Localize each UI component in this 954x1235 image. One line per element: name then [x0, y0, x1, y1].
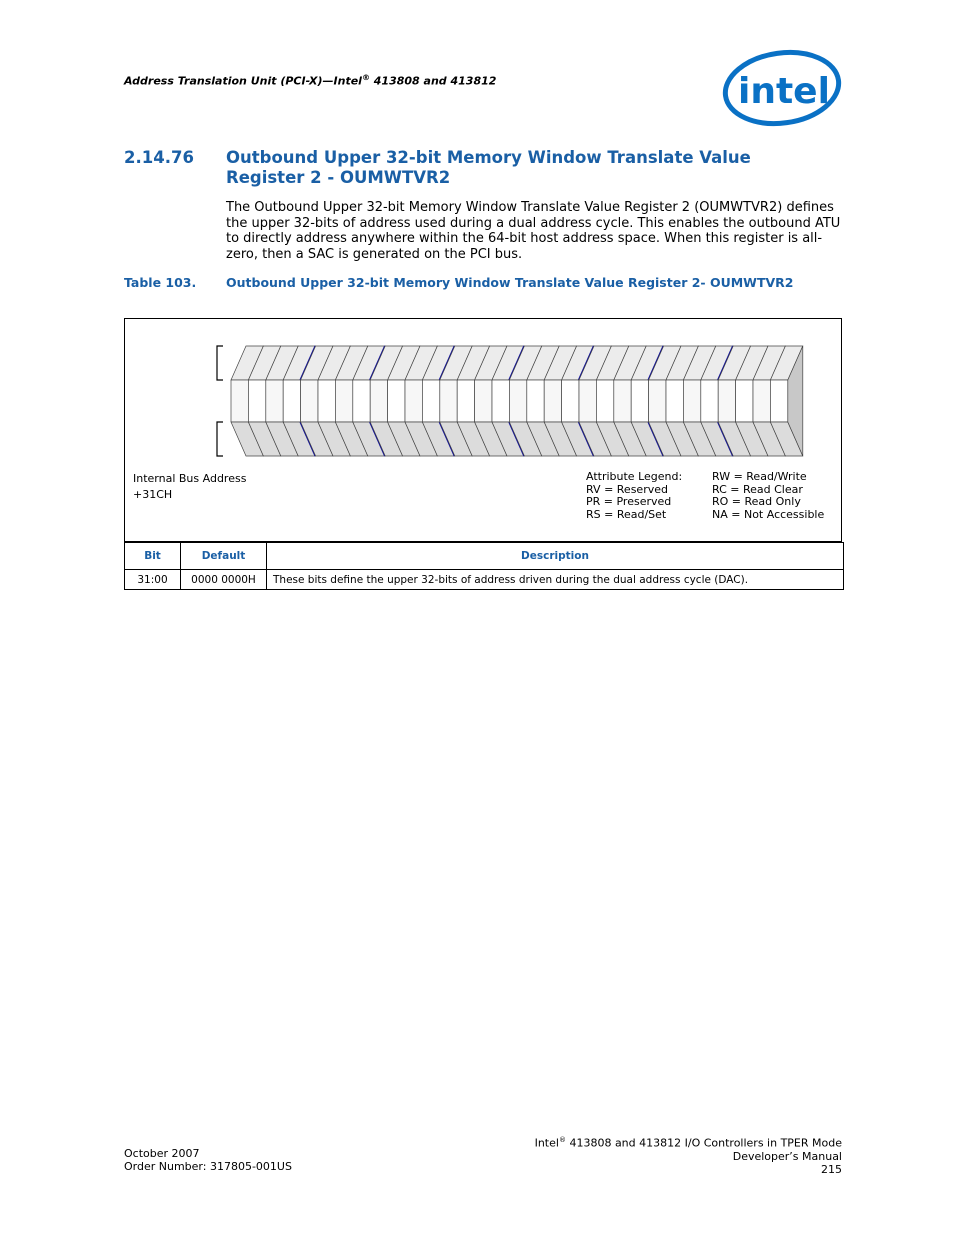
- footer-right: [535, 1134, 842, 1176]
- bit-cell: [527, 380, 544, 422]
- bit-cell: [492, 380, 509, 422]
- bit-cell: [666, 380, 683, 422]
- table-header-row: [125, 543, 844, 570]
- table-number: Table 103.: [124, 275, 197, 290]
- bit-cell: [266, 380, 283, 422]
- bus-address-label: Internal Bus Address +31CH: [133, 472, 247, 501]
- bit-cell: [631, 380, 648, 422]
- bit-cell: [579, 380, 596, 422]
- bit-cell: [683, 380, 700, 422]
- bit-cell: [388, 380, 405, 422]
- running-header: Address Translation Unit (PCI-X)—Intel® 413808 and 413812: [124, 73, 497, 88]
- bit-cell: [248, 380, 265, 422]
- footer-left: [124, 1147, 292, 1173]
- bit-cell: [718, 380, 735, 422]
- bit-cell: [353, 380, 370, 422]
- bit-cell: [701, 380, 718, 422]
- page-number: 215: [821, 1162, 842, 1176]
- bracket-bottom: [217, 422, 223, 456]
- bit-cell: [231, 380, 248, 422]
- bit-cell: [440, 380, 457, 422]
- bit-cell: [770, 380, 787, 422]
- register-diagram: [124, 318, 842, 542]
- header-bit: Bit: [125, 543, 181, 570]
- bit-cell: [596, 380, 613, 422]
- bit-cell: [283, 380, 300, 422]
- attribute-legend: Attribute Legend: RW = Read/Write RV = Reserved RC = Read Clear PR = Preserved RO = Read Only RS = Read/Set NA = Not Accessible: [586, 470, 825, 521]
- bit-cell: [301, 380, 318, 422]
- bit-cell: [736, 380, 753, 422]
- bit-cell: [562, 380, 579, 422]
- table-row: [125, 570, 844, 590]
- svg-text:intel: intel: [738, 71, 830, 112]
- bit-cell: [753, 380, 770, 422]
- bit-cell: [405, 380, 422, 422]
- bit-cell: [370, 380, 387, 422]
- bit-cell: [614, 380, 631, 422]
- bit-cell: [318, 380, 335, 422]
- table-title: Outbound Upper 32-bit Memory Window Translate Value Register 2- OUMWTVR2: [226, 275, 794, 290]
- cell-bit: 31:00: [125, 570, 181, 590]
- section-title: Outbound Upper 32-bit Memory Window Translate Value Register 2 - OUMWTVR2: [226, 148, 751, 187]
- section-number: 2.14.76: [124, 148, 194, 167]
- section-paragraph: The Outbound Upper 32-bit Memory Window Translate Value Register 2 (OUMWTVR2) defines the upper 32-bits of address used during a dual address cycle. This enables the outbound ATU to directly address anywhere within the 64-bit host address space. When this register is all-zero, then a SAC is generated on the PCI bus.: [226, 200, 841, 262]
- footer-doc-type: Developer’s Manual: [732, 1149, 842, 1163]
- bit-cell: [422, 380, 439, 422]
- footer-doc-title: Intel® 413808 and 413812 I/O Controllers in TPER Mode: [534, 1136, 842, 1150]
- footer-date: October 2007: [124, 1147, 200, 1160]
- header-default: Default: [181, 543, 267, 570]
- bit-cell: [475, 380, 492, 422]
- cell-description: These bits define the upper 32-bits of address driven during the dual address cycle (DAC).: [267, 570, 844, 590]
- bit-cell: [457, 380, 474, 422]
- footer-order-number: Order Number: 317805-001US: [124, 1160, 292, 1173]
- header-description: Description: [267, 543, 844, 570]
- bit-cell: [649, 380, 666, 422]
- bit-field-table: [124, 542, 844, 590]
- bracket-top: [217, 346, 223, 380]
- bit-cell: [544, 380, 561, 422]
- bit-cell: [509, 380, 526, 422]
- intel-logo: [722, 48, 844, 132]
- bit-cell: [335, 380, 352, 422]
- cell-default: 0000 0000H: [181, 570, 267, 590]
